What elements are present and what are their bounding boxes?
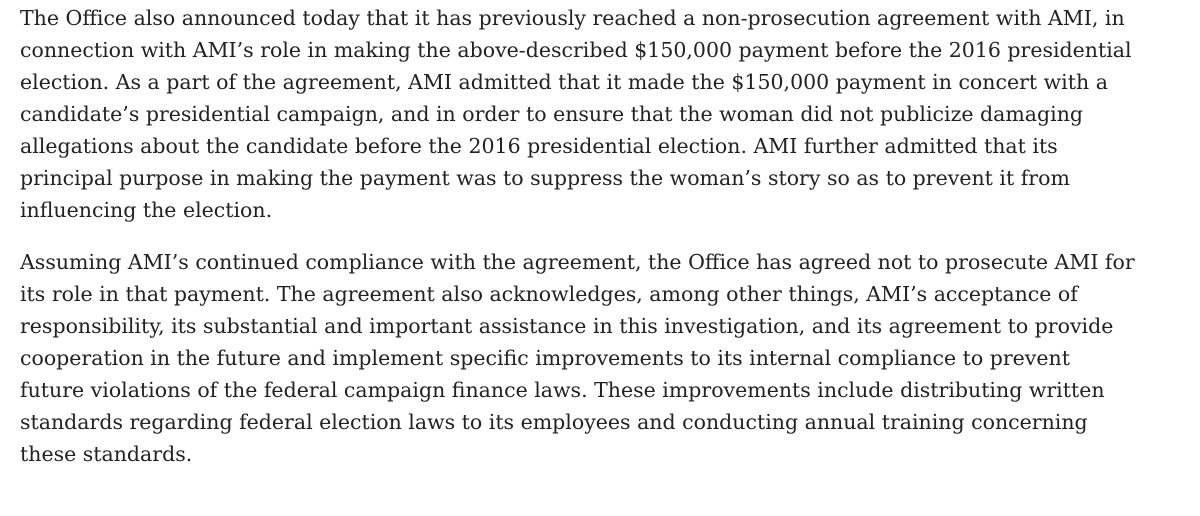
- text-line: allegations about the candidate before the 2016 presidential election. AMI further admitted that its: [20, 134, 1058, 158]
- text-line: these standards.: [20, 442, 193, 466]
- paragraph-compliance-terms: [20, 246, 1190, 470]
- text-line: standards regarding federal election laws to its employees and conducting annual training concerning: [20, 410, 1088, 434]
- text-line: election. As a part of the agreement, AMI admitted that it made the $150,000 payment in concert with a: [20, 70, 1108, 94]
- paragraph-non-prosecution-agreement: [20, 2, 1190, 226]
- text-line: its role in that payment. The agreement also acknowledges, among other things, AMI’s acceptance of: [20, 282, 1078, 306]
- text-line: principal purpose in making the payment was to suppress the woman’s story so as to prevent it from: [20, 166, 1070, 190]
- text-line: candidate’s presidential campaign, and in order to ensure that the woman did not publicize damaging: [20, 102, 1084, 126]
- text-line: influencing the election.: [20, 198, 273, 222]
- text-line: responsibility, its substantial and important assistance in this investigation, and its agreement to provide: [20, 314, 1114, 338]
- text-line: cooperation in the future and implement specific improvements to its internal compliance to prevent: [20, 346, 1070, 370]
- text-line: Assuming AMI’s continued compliance with the agreement, the Office has agreed not to prosecute AMI for: [20, 250, 1135, 274]
- document-body: [20, 2, 1190, 490]
- text-line: connection with AMI’s role in making the above-described $150,000 payment before the 2016 presidential: [20, 38, 1132, 62]
- text-line: future violations of the federal campaign finance laws. These improvements include distributing written: [20, 378, 1105, 402]
- text-line: The Office also announced today that it has previously reached a non-prosecution agreement with AMI, in: [20, 6, 1125, 30]
